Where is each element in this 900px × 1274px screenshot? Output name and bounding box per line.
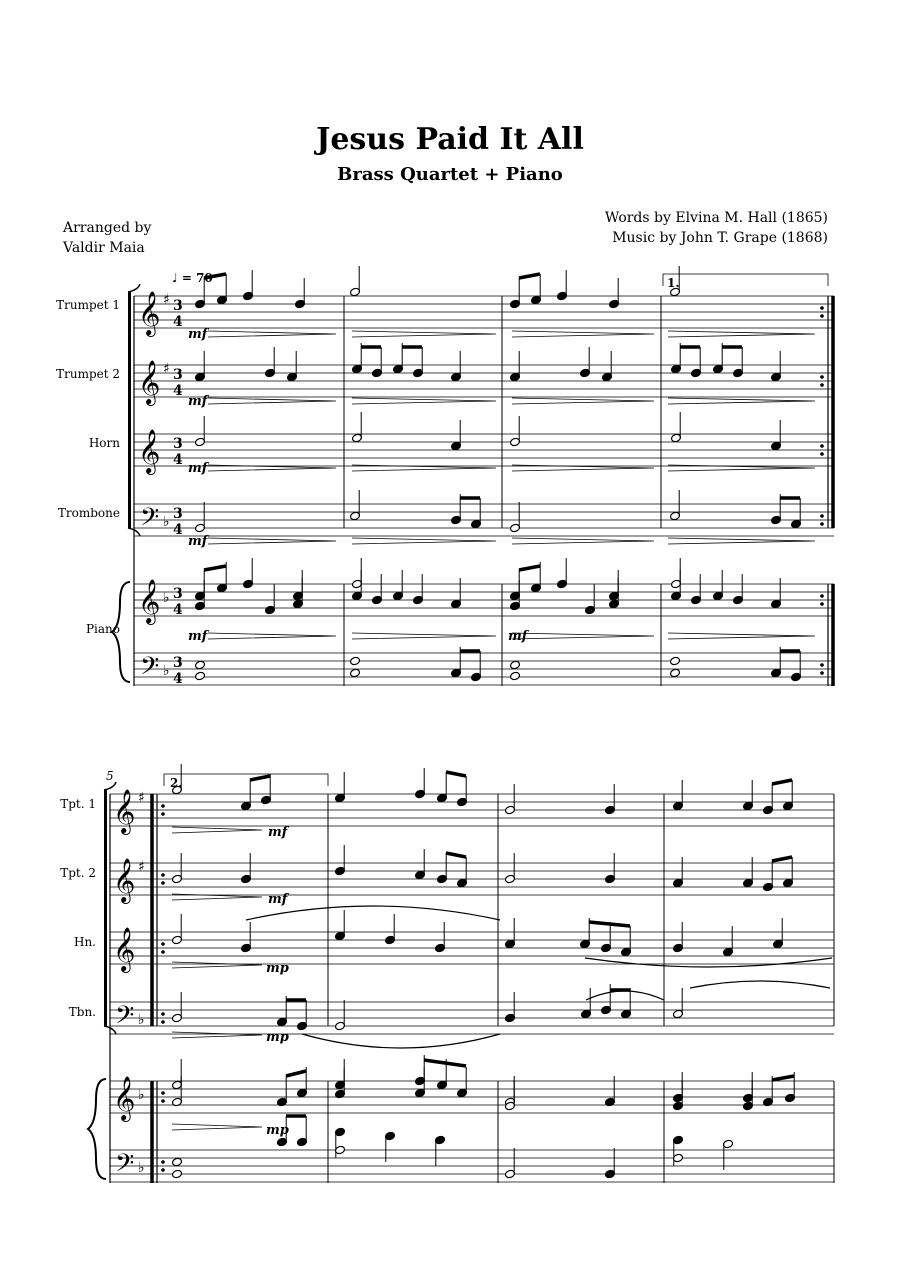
- bass-clef-icon: 𝄢: [115, 1149, 135, 1184]
- key-signature-sharp: ♯: [138, 790, 145, 806]
- key-signature-sharp: ♯: [138, 859, 145, 875]
- repeat-dot: [820, 663, 824, 667]
- dynamic-piano-s1: mf: [188, 629, 208, 644]
- hairpin: [172, 1124, 262, 1130]
- hairpin: [172, 827, 262, 833]
- key-signature-flat: ♭: [138, 1160, 145, 1176]
- repeat-dot: [161, 1168, 165, 1172]
- dynamic-tpt2-s2: mf: [268, 892, 288, 907]
- hairpin: [352, 331, 496, 337]
- tempo-marking: ♩ = 70: [172, 271, 213, 285]
- notehead: [510, 660, 521, 670]
- key-signature-flat: ♭: [163, 514, 170, 530]
- hairpin: [668, 331, 815, 337]
- note-beam: [519, 566, 540, 570]
- arranger-label: Arranged by: [63, 220, 152, 236]
- notehead: [350, 668, 361, 678]
- treble-clef-icon: 𝄞: [113, 858, 136, 902]
- volta-1-label: 1.: [667, 276, 680, 290]
- label-tpt-1: Tpt. 1: [60, 797, 96, 811]
- slur: [302, 1034, 500, 1048]
- hairpin: [208, 633, 336, 639]
- hairpin: [208, 331, 336, 337]
- dynamic-horn-s1: mf: [188, 461, 208, 476]
- hairpin: [512, 538, 654, 544]
- repeat-dot: [820, 514, 824, 518]
- dynamic-tpt2-s1: mf: [188, 394, 208, 409]
- slur: [246, 906, 500, 920]
- lyricist: Words by Elvina M. Hall (1865): [604, 210, 828, 226]
- repeat-dot: [161, 881, 165, 885]
- hairpin: [512, 398, 654, 404]
- note-beam: [446, 772, 466, 776]
- hairpin: [352, 538, 496, 544]
- treble-clef-icon: 𝄞: [138, 429, 161, 473]
- slur: [586, 991, 664, 1000]
- label-tpt-2: Tpt. 2: [60, 866, 96, 880]
- key-signature-flat: ♭: [163, 663, 170, 679]
- hairpin: [668, 538, 815, 544]
- notehead: [670, 668, 681, 678]
- repeat-dot: [820, 594, 824, 598]
- notehead: [510, 671, 521, 681]
- notehead: [195, 671, 206, 681]
- bass-clef-icon: 𝄢: [140, 503, 160, 538]
- repeat-dot: [820, 522, 824, 526]
- time-signature-top: 3: [173, 506, 183, 522]
- repeat-dot: [820, 671, 824, 675]
- composer: Music by John T. Grape (1868): [612, 230, 828, 246]
- hairpin: [172, 962, 262, 968]
- piano-brace: [88, 1079, 106, 1179]
- hairpin: [668, 633, 815, 639]
- label-horn: Horn: [88, 436, 120, 450]
- note-beam: [446, 853, 466, 857]
- label-tbn: Tbn.: [68, 1005, 96, 1019]
- hairpin: [208, 538, 336, 544]
- key-signature-flat: ♭: [138, 1087, 145, 1103]
- time-signature-top: 3: [173, 436, 183, 452]
- time-signature-bottom: 4: [173, 452, 183, 468]
- time-signature-bottom: 4: [173, 522, 183, 538]
- repeat-dot: [161, 1020, 165, 1024]
- dynamic-tbn-s2: mp: [266, 1030, 289, 1045]
- system-bracket: [104, 790, 107, 1026]
- repeat-dot: [820, 444, 824, 448]
- label-trumpet-1: Trumpet 1: [56, 298, 120, 312]
- hairpin: [352, 398, 496, 404]
- measure-number: 5: [106, 769, 114, 783]
- key-signature-sharp: ♯: [163, 361, 170, 377]
- note-beam: [589, 922, 630, 926]
- note-beam: [286, 1071, 306, 1076]
- hairpin: [352, 633, 496, 639]
- time-signature-top: 3: [173, 655, 183, 671]
- repeat-dot: [820, 306, 824, 310]
- hairpin: [208, 398, 336, 404]
- bass-clef-icon: 𝄢: [115, 1001, 135, 1036]
- key-signature-flat: ♭: [163, 590, 170, 606]
- repeat-dot: [820, 314, 824, 318]
- time-signature-top: 3: [173, 367, 183, 383]
- repeat-dot: [161, 812, 165, 816]
- repeat-dot: [820, 375, 824, 379]
- notehead: [172, 1169, 183, 1179]
- repeat-dot: [820, 452, 824, 456]
- dynamic-piano-s2: mp: [266, 1123, 289, 1138]
- slur: [690, 981, 830, 988]
- system-bracket: [128, 292, 131, 528]
- repeat-dot: [161, 1160, 165, 1164]
- treble-clef-icon: 𝄞: [113, 927, 136, 971]
- time-signature-top: 3: [173, 586, 183, 602]
- repeat-dot: [161, 1012, 165, 1016]
- note-beam: [772, 780, 792, 784]
- dynamic-horn-s2: mp: [266, 961, 289, 976]
- time-signature-bottom: 4: [173, 602, 183, 618]
- notehead: [670, 656, 681, 666]
- note-beam: [204, 566, 226, 570]
- treble-clef-icon: 𝄞: [113, 789, 136, 833]
- label-trumpet-2: Trumpet 2: [56, 367, 120, 381]
- repeat-dot: [161, 804, 165, 808]
- time-signature-bottom: 4: [173, 383, 183, 399]
- time-signature-top: 3: [173, 298, 183, 314]
- volta-1-bracket: [663, 274, 828, 286]
- note-beam: [424, 1060, 466, 1066]
- repeat-dot: [820, 602, 824, 606]
- treble-clef-icon: 𝄞: [138, 360, 161, 404]
- hairpin: [512, 633, 654, 639]
- score-title: Jesus Paid It All: [316, 122, 584, 157]
- repeat-dot: [161, 1091, 165, 1095]
- time-signature-bottom: 4: [173, 314, 183, 330]
- score-subtitle: Brass Quartet + Piano: [337, 164, 563, 185]
- notehead: [350, 656, 361, 666]
- repeat-dot: [820, 383, 824, 387]
- arranger-name: Valdir Maia: [63, 240, 145, 256]
- repeat-dot: [161, 873, 165, 877]
- notehead: [172, 1157, 183, 1167]
- dynamic-tpt1-s1: mf: [188, 327, 208, 342]
- dynamic-piano-s1-m3: mf: [508, 629, 528, 644]
- notehead: [195, 660, 206, 670]
- slur: [585, 958, 832, 967]
- note-beam: [772, 1076, 794, 1080]
- hairpin: [512, 331, 654, 337]
- note-beam: [772, 857, 792, 861]
- dynamic-tbn-s1: mf: [188, 534, 208, 549]
- repeat-dot: [161, 942, 165, 946]
- bass-clef-icon: 𝄢: [140, 652, 160, 687]
- note-beam: [519, 274, 540, 278]
- treble-clef-icon: 𝄞: [138, 579, 161, 623]
- hairpin: [668, 398, 815, 404]
- label-hn: Hn.: [73, 935, 96, 949]
- hairpin: [172, 1032, 262, 1038]
- label-trombone: Trombone: [57, 506, 120, 520]
- volta-2-label: 2.: [170, 776, 183, 790]
- treble-clef-icon: 𝄞: [113, 1076, 136, 1120]
- repeat-dot: [161, 1099, 165, 1103]
- volta-2-bracket: [164, 774, 328, 786]
- repeat-dot: [161, 950, 165, 954]
- time-signature-bottom: 4: [173, 671, 183, 687]
- key-signature-sharp: ♯: [163, 292, 170, 308]
- treble-clef-icon: 𝄞: [138, 291, 161, 335]
- note-beam: [250, 776, 270, 780]
- dynamic-tpt1-s2: mf: [268, 825, 288, 840]
- label-piano: Piano: [85, 622, 120, 636]
- key-signature-flat: ♭: [138, 1012, 145, 1028]
